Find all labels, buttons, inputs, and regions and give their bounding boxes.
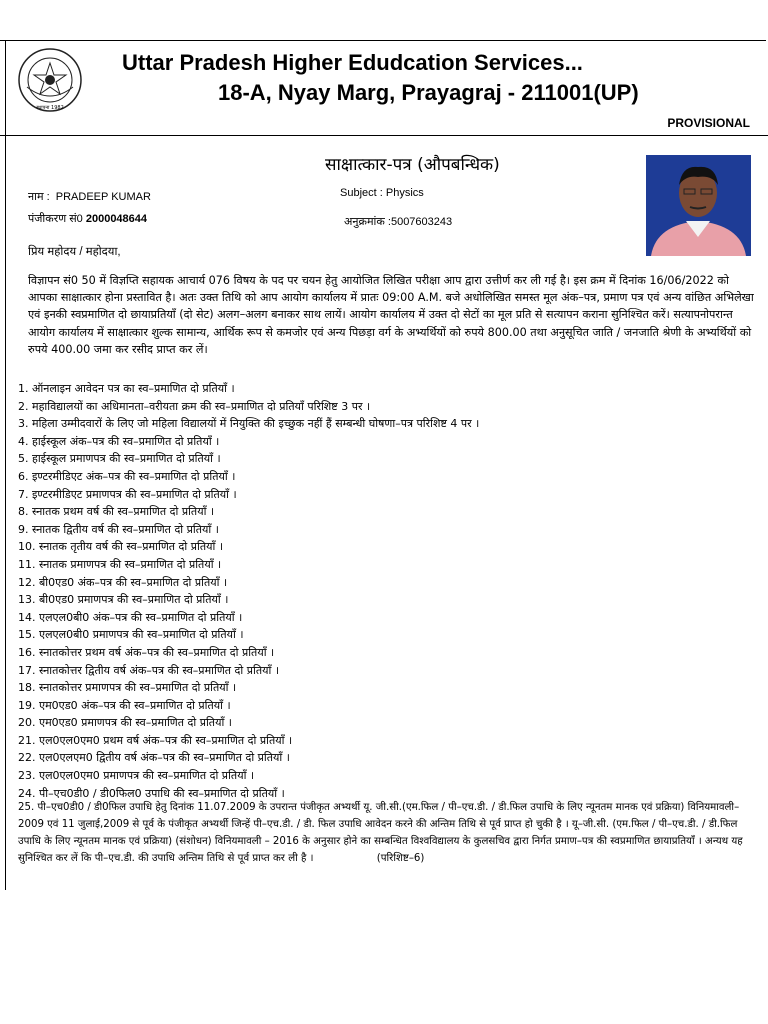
document-item: 8. स्नातक प्रथम वर्ष की स्व–प्रमाणित दो प्रतियाँ । — [18, 505, 215, 519]
roll-number-label: अनुक्रमांक : — [344, 216, 391, 228]
subject-row — [340, 187, 424, 199]
document-item: 19. एम0एड0 अंक–पत्र की स्व–प्रमाणित दो प्रतियाँ । — [18, 698, 231, 712]
note-25-text: 25. पी–एच0डी0 / डी0फिल उपाधि हेतु दिनांक 11.07.2009 के उपरान्त पंजीकृत अभ्यर्थी यू. जी.सी.(एम.फिल / पी–एच.डी. / डी.फिल उपाधि के लिए न्यूनतम मानक एवं प्रक्रिया) विनियमावली–2009 एवं 11 जुलाई,2009 से पूर्व के पंजीकृत अभ्यर्थी जिन्हें पी–एच.डी. / डी. फिल उपाधि आवेदन करने की अन्तिम तिथि से पूर्व प्राप्त हो चुकी है । यू–जी.सी. (एम.फिल / पी–एच.डी. / डी.फिल उपाधि के लिए न्यूनतम मानक एवं प्रक्रिया) (संशोधन) विनियमावली – 2016 के अनुसार होने का सम्बन्धित विश्वविद्यालय के कुलसचिव द्वारा निर्गत प्रमाण–पत्र की स्वप्रमाणित छायाप्रतियाँ । अन्यथ यह सुनिश्चित कर लें कि पी–एच.डी. की उपाधि अन्तिम तिथि से पूर्व प्राप्त कर ली है । — [18, 802, 743, 864]
document-item: 12. बी0एड0 अंक–पत्र की स्व–प्रमाणित दो प्रतियाँ । — [18, 575, 228, 589]
svg-text:स्थापना 1982: स्थापना 1982 — [36, 105, 64, 111]
name-label: नाम : — [28, 191, 50, 203]
commission-seal-logo — [17, 47, 83, 113]
note-25-reference: (परिशिष्ट–6) — [376, 853, 425, 864]
note-25 — [18, 799, 758, 867]
body-paragraph: विज्ञापन सं0 50 में विज्ञप्ति सहायक आचार्य 076 विषय के पद पर चयन हेतु आयोजित लिखित परीक्षा आप द्वारा उत्तीर्ण कर ली गई है। इस क्रम में दिनांक 16/06/2022 को आपका साक्षात्कार होना प्रस्तावित है। अतः उक्त तिथि को आप आयोग कार्यालय में प्रातः 09:00 A.M. बजे अधोलिखित समस्त मूल अंक–पत्र, प्रमाण पत्र एवं अन्य वांछित अभिलेखा एवं इनकी स्वप्रमाणित दो छायाप्रतियाँ (दो सेट) अलग–अलग बनाकर साथ लायें। आयोग कार्यालय में उक्त दो सेटों का मूल प्रति से सत्यापन कराना सुनिश्चित करें। सत्यापनोपरान्त आयोग कार्यालय में साक्षात्कार शुल्क सामान्य, आर्थिक रूप से कमजोर एवं अन्य पिछड़ा वर्ग के अभ्यर्थियों को रुपये 800.00 तथा अनुसूचित जाति / जनजाति श्रेणी के अभ्यर्थियों को रुपये 400.00 जमा कर रसीद प्राप्त कर लें। — [28, 274, 754, 356]
document-item: 5. हाईस्कूल प्रमाणपत्र की स्व–प्रमाणित दो प्रतियाँ । — [18, 452, 221, 466]
document-item: 15. एलएल0बी0 प्रमाणपत्र की स्व–प्रमाणित दो प्रतियाँ । — [18, 628, 244, 642]
document-item: 24. पी–एच0डी0 / डी0फिल0 उपाधि की स्व–प्रमाणित दो प्रतियाँ । — [18, 786, 285, 800]
document-item: 22. एल0एलएम0 द्वितीय वर्ष अंक–पत्र की स्व–प्रमाणित दो प्रतियाँ । — [18, 751, 290, 765]
provisional-label: PROVISIONAL — [667, 116, 750, 130]
document-title: साक्षात्कार-पत्र (औपबन्धिक) — [325, 155, 500, 175]
document-item: 23. एल0एल0एम0 प्रमाणपत्र की स्व–प्रमाणित दो प्रतियाँ । — [18, 769, 255, 783]
name-value: PRADEEP KUMAR — [55, 191, 151, 203]
salutation: प्रिय महोदय / महोदया, — [28, 246, 121, 258]
document-item: 18. स्नातकोत्तर प्रमाणपत्र की स्व–प्रमाणित दो प्रतियाँ । — [18, 681, 237, 695]
document-item: 17. स्नातकोत्तर द्वितीय वर्ष अंक–पत्र की स्व–प्रमाणित दो प्रतियाँ । — [18, 663, 280, 677]
document-item: 1. ऑनलाइन आवेदन पत्र का स्व–प्रमाणित दो प्रतियाँ । — [18, 382, 235, 395]
document-item: 6. इण्टरमीडिएट अंक–पत्र की स्व–प्रमाणित दो प्रतियाँ । — [18, 469, 236, 483]
registration-label: पंजीकरण सं0 — [28, 213, 83, 225]
name-row — [28, 189, 151, 204]
roll-number-row — [344, 214, 452, 229]
document-item: 7. इण्टरमीडिएट प्रमाणपत्र की स्व–प्रमाणित दो प्रतियाँ । — [18, 487, 237, 501]
document-item: 2. महाविद्यालयों का अधिमानता–वरीयता क्रम की स्व–प्रमाणित दो प्रतियाँ परिशिष्ट 3 पर । — [18, 399, 371, 413]
subject-label: Subject : — [340, 187, 383, 199]
document-item: 20. एम0एड0 प्रमाणपत्र की स्व–प्रमाणित दो प्रतियाँ । — [18, 716, 232, 730]
registration-value: 2000048644 — [85, 213, 148, 225]
roll-number-value: 5007603243 — [390, 216, 453, 228]
registration-row — [28, 211, 147, 226]
candidate-photo — [646, 155, 751, 256]
document-item: 3. महिला उम्मीदवारों के लिए जो महिला विद्यालयों में नियुक्ति की इच्छुक नहीं हैं सम्बन्धी घोषणा–पत्र परिशिष्ट 4 पर । — [18, 417, 480, 431]
document-item: 9. स्नातक द्वितीय वर्ष की स्व–प्रमाणित दो प्रतियाँ । — [18, 522, 219, 536]
document-item: 14. एलएल0बी0 अंक–पत्र की स्व–प्रमाणित दो प्रतियाँ । — [18, 610, 243, 624]
subject-value: Physics — [385, 187, 424, 199]
org-address: 18-A, Nyay Marg, Prayagraj - 211001(UP) — [218, 80, 639, 105]
document-item: 16. स्नातकोत्तर प्रथम वर्ष अंक–पत्र की स्व–प्रमाणित दो प्रतियाँ । — [18, 645, 275, 659]
document-item: 4. हाईस्कूल अंक–पत्र की स्व–प्रमाणित दो प्रतियाँ । — [18, 434, 220, 448]
org-name: Uttar Pradesh Higher Edudcation Services... — [122, 50, 583, 75]
document-item: 10. स्नातक तृतीय वर्ष की स्व–प्रमाणित दो प्रतियाँ । — [18, 540, 223, 554]
document-item: 21. एल0एल0एम0 प्रथम वर्ष अंक–पत्र की स्व–प्रमाणित दो प्रतियाँ । — [18, 733, 293, 747]
required-documents-list — [18, 380, 758, 802]
left-border — [5, 40, 6, 890]
header-divider — [0, 135, 768, 136]
document-item: 13. बी0एड0 प्रमाणपत्र की स्व–प्रमाणित दो प्रतियाँ । — [18, 593, 229, 607]
document-item: 11. स्नातक प्रमाणपत्र की स्व–प्रमाणित दो प्रतियाँ । — [18, 557, 222, 571]
